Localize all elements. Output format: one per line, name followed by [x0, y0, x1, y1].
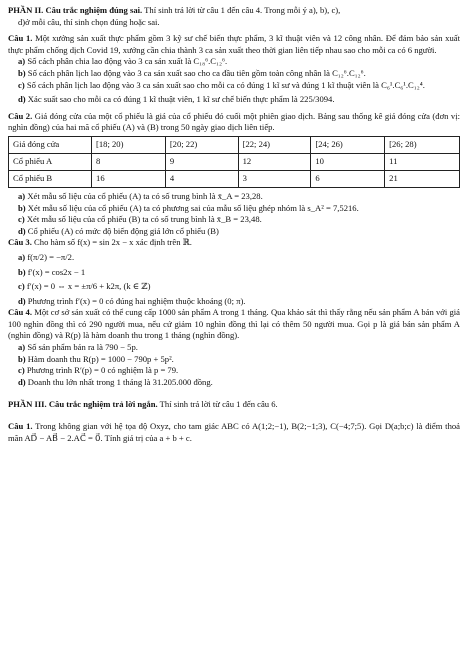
- q2-option-a-label: a): [18, 190, 26, 201]
- q4-option-a-label: a): [18, 342, 26, 353]
- table-cell: 4: [165, 170, 238, 187]
- q1-option-a-label: a): [18, 56, 26, 67]
- table-cell: Cổ phiếu B: [9, 170, 92, 187]
- question-1-label: Câu 1.: [8, 33, 33, 44]
- part3-question-1-label: Câu 1.: [8, 421, 33, 432]
- table-cell: 12: [238, 153, 311, 170]
- q1-option-b: [8, 68, 460, 80]
- table-row: [9, 170, 460, 187]
- q3-option-a-label: a): [18, 251, 26, 262]
- q4-option-d: [8, 377, 460, 389]
- q2-option-a: [8, 191, 460, 203]
- section-3-intro: Thí sinh trả lời từ câu 1 đến câu 6.: [157, 399, 278, 410]
- table-header-cell: [18; 20): [92, 136, 166, 153]
- question-3-label: Câu 3.: [8, 237, 32, 248]
- section-2-header: [8, 5, 460, 28]
- q1-option-d-text: Xác suất sao cho mỗi ca có đúng 1 kĩ thuật viên, 1 kĩ sư chế biến thực phẩm là 225/3094.: [25, 94, 335, 105]
- q4-option-c-label: c): [18, 365, 25, 376]
- table-cell: 9: [165, 153, 238, 170]
- table-cell: 11: [385, 153, 460, 170]
- q1-option-c-label: c): [18, 79, 25, 90]
- q1-option-b-label: b): [18, 67, 26, 78]
- question-2-stem-text: Giá đóng cửa của một cổ phiếu là giá của cổ phiếu đó cuối một phiên giao dịch. Bảng sau thống kê giá đóng cửa (đơn vị: nghìn đồng) của hai mã cổ phiếu (A) và (B) trong 50 ngày giao dịch liên tiếp.: [8, 110, 460, 133]
- question-4-stem: [8, 307, 460, 342]
- q1-option-a: [8, 56, 460, 68]
- q1-option-b-text: Số cách phân lịch lao động vào 3 ca sản xuất sao cho ca đầu tiên gồm toàn công nhân là C₁₂⁶.C₁₂⁶.: [25, 67, 366, 78]
- q2-option-d-label: d): [18, 225, 26, 236]
- q4-option-b: [8, 354, 460, 366]
- question-4-stem-text: Một cơ sở sản xuất có thể cung cấp 1000 sản phẩm A trong 1 tháng. Qua khảo sát thì thấy rằng nếu sản phẩm A bán với giá 100 nghìn đồng thì có 290 người mua, nếu cứ giảm 10 nghìn đồng thì lại có thêm 50 người mua. Gọi p là giá bán sản phẩm A (nghìn đồng) và R(p) là hàm doanh thu trong 1 tháng (nghìn đồng).: [8, 307, 460, 341]
- q2-option-c-label: c): [18, 214, 25, 225]
- q4-option-a-text: Số sản phẩm bán ra là 790 − 5p.: [25, 342, 138, 353]
- section-2-intro: Thí sinh trả lời từ câu 1 đến câu 4. Trong mỗi ý a), b), c),: [142, 5, 341, 15]
- q2-option-c-text: Xét mẫu số liệu của cổ phiếu (B) ta có số trung bình là x̄_B = 23,48.: [24, 214, 262, 225]
- q3-option-a: [8, 252, 460, 264]
- question-3: [8, 237, 460, 307]
- q1-option-c: [8, 80, 460, 92]
- q1-option-d-label: d): [18, 94, 26, 105]
- table-cell: 3: [238, 170, 311, 187]
- table-header-cell: [24; 26): [311, 136, 385, 153]
- q4-option-b-label: b): [18, 353, 26, 364]
- q4-option-c-text: Phương trình R′(p) = 0 có nghiệm là p = 79.: [24, 365, 179, 376]
- q4-option-b-text: Hàm doanh thu R(p) = 1000 − 790p + 5p².: [25, 353, 174, 364]
- q4-option-c: [8, 365, 460, 377]
- q1-option-c-text: Số cách phân lịch lao động vào 3 ca sản xuất sao cho mỗi ca có đúng 1 kĩ sư và đúng 1 kĩ thuật viên là C₆¹.C₆¹.C₁₂⁴.: [24, 79, 425, 90]
- q3-option-c-label: c): [18, 281, 25, 292]
- table-header-cell: [22; 24): [238, 136, 311, 153]
- q3-option-d-text: Phương trình f′(x) = 0 có đúng hai nghiệm thuộc khoảng (0; π).: [25, 295, 246, 306]
- section-3-title: PHẦN III. Câu trắc nghiệm trả lời ngắn.: [8, 399, 158, 410]
- q3-option-c: [8, 281, 460, 293]
- section-3-header: [8, 399, 460, 411]
- q1-option-a-text: Số cách phân chia lao động vào 3 ca sản xuất là C₁₈⁶.C₁₂⁶.: [25, 56, 228, 67]
- q2-option-d-text: Cổ phiếu (A) có mức độ biến động giá lớn cổ phiếu (B): [25, 225, 219, 236]
- section-2-intro-2: d)ở mỗi câu, thí sinh chọn đúng hoặc sai.: [18, 16, 160, 27]
- question-2-label: Câu 2.: [8, 110, 33, 121]
- question-2-stem: [8, 111, 460, 134]
- question-1: [8, 33, 460, 106]
- part3-question-1-text: Trong không gian với hệ tọa độ Oxyz, cho tam giác ABC có A(1;2;−1), B(2;−1;3), C(−4;7;5). Gọi D(a;b;c) là điểm thoả mãn AD⃗ − AB⃗ − 2.AC⃗ = 0⃗. Tính giá trị của a + b + c.: [8, 421, 460, 443]
- q3-option-d-label: d): [18, 295, 26, 306]
- part3-question-1: [8, 421, 460, 444]
- table-cell: Cổ phiếu A: [9, 153, 92, 170]
- q4-option-d-text: Doanh thu lớn nhất trong 1 tháng là 31.205.000 đồng.: [25, 376, 213, 387]
- question-3-stem-text: Cho hàm số f(x) = sin 2x − x xác định trên ℝ.: [31, 237, 192, 248]
- table-header-row: [9, 136, 460, 153]
- q3-option-b-text: f′(x) = cos2x − 1: [25, 266, 86, 277]
- q2-option-b-label: b): [18, 202, 26, 213]
- table-row: [9, 153, 460, 170]
- q3-option-a-text: f(π/2) = −π/2.: [25, 251, 75, 262]
- table-header-cell: [26; 28): [385, 136, 460, 153]
- q4-option-a: [8, 342, 460, 354]
- question-4: [8, 307, 460, 388]
- q3-option-c-text: f′(x) = 0 ⇔ x = ±π/6 + k2π, (k ∈ ℤ): [24, 281, 151, 292]
- question-3-stem: [8, 237, 460, 249]
- q3-option-b-label: b): [18, 266, 26, 277]
- q3-option-d: [8, 296, 460, 308]
- stock-price-table: [8, 136, 460, 188]
- table-cell: 6: [311, 170, 385, 187]
- q3-option-b: [8, 267, 460, 279]
- question-4-label: Câu 4.: [8, 307, 32, 318]
- section-2-title: PHẦN II. Câu trắc nghiệm đúng sai.: [8, 5, 143, 15]
- table-cell: 21: [385, 170, 460, 187]
- q1-option-d: [8, 94, 460, 106]
- table-header-cell: Giá đóng cửa: [9, 136, 92, 153]
- question-1-stem: [8, 33, 460, 56]
- q2-option-b-text: Xét mẫu số liệu của cổ phiếu (A) ta có phương sai của mẫu số liệu ghép nhóm là s_A² = 7,5216.: [25, 202, 359, 213]
- question-2: [8, 111, 460, 238]
- q2-option-a-text: Xét mẫu số liệu của cổ phiếu (A) ta có số trung bình là x̄_A = 23,28.: [25, 190, 263, 201]
- table-cell: 8: [92, 153, 166, 170]
- table-header-cell: [20; 22): [165, 136, 238, 153]
- q2-option-c: [8, 214, 460, 226]
- table-cell: 10: [311, 153, 385, 170]
- q2-option-b: [8, 203, 460, 215]
- q2-option-d: [8, 226, 460, 238]
- question-1-stem-text: Một xưởng sản xuất thực phẩm gồm 3 kỹ sư chế biến thực phẩm, 3 kĩ thuật viên và 12 công nhân. Để đảm bảo sản xuất thực phẩm chống dịch Covid 19, xưởng cần chia thành 3 ca sản xuất theo thời gian liên tiếp nhau sao cho mỗi ca có 6 người.: [8, 33, 460, 55]
- q4-option-d-label: d): [18, 376, 26, 387]
- table-cell: 16: [92, 170, 166, 187]
